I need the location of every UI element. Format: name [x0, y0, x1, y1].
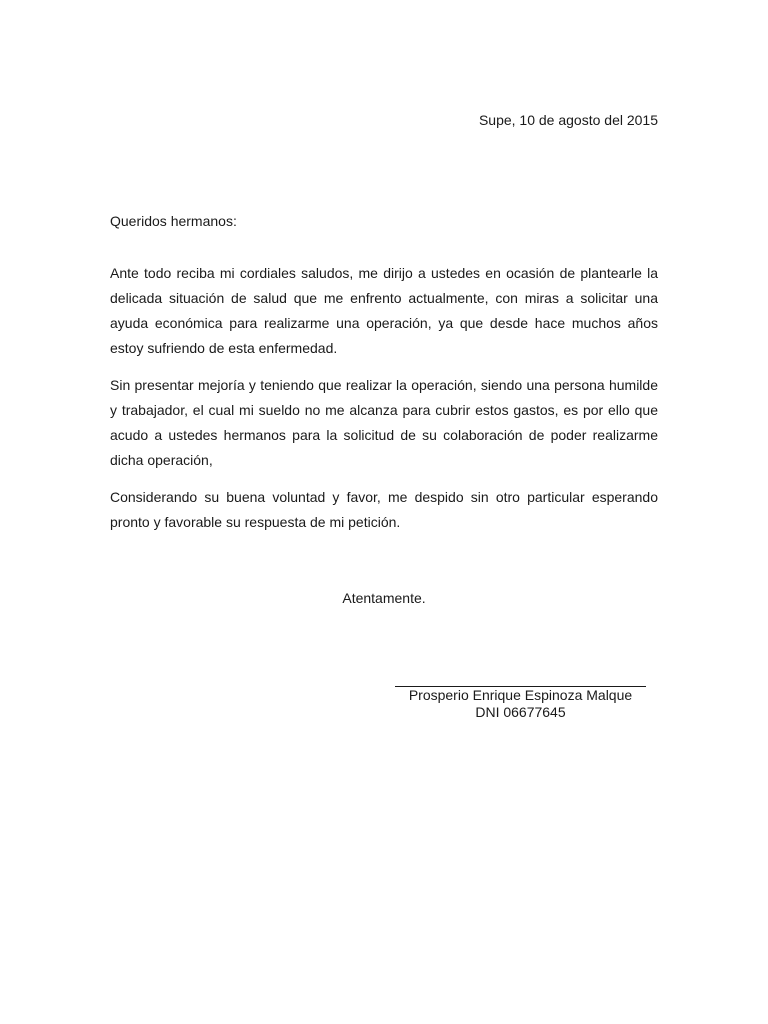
- signature-name: Prosperio Enrique Espinoza Malque: [408, 687, 633, 703]
- paragraph-1: Ante todo reciba mi cordiales saludos, me dirijo a ustedes en ocasión de plantearle la delicada situación de salud que me enfrento actualmente, con miras a solicitar una ayuda económica para realizarme una operación, ya que desde hace muchos años estoy sufriendo de esta enfermedad.: [110, 265, 658, 356]
- paragraph-2: Sin presentar mejoría y teniendo que realizar la operación, siendo una persona humilde y trabajador, el cual mi sueldo no me alcanza para cubrir estos gastos, es por ello que acudo a ustedes hermanos para la solicitud de su colaboración de poder realizarme dicha operación,: [110, 377, 658, 468]
- signature-id: DNI 06677645: [475, 704, 566, 720]
- letter-body: [110, 261, 658, 547]
- letter-date: Supe, 10 de agosto del 2015: [478, 112, 658, 128]
- letter-greeting: Queridos hermanos:: [110, 213, 237, 229]
- letter-closing: Atentamente.: [342, 590, 426, 606]
- signature-block: [395, 676, 646, 721]
- paragraph-3: Considerando su buena voluntad y favor, me despido sin otro particular esperando pronto y favorable su respuesta de mi petición.: [110, 489, 658, 530]
